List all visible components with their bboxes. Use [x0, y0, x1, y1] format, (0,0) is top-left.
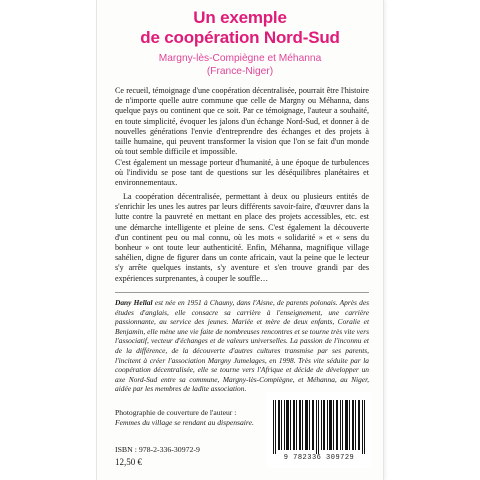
- book-title-line-2: de coopération Nord-Sud: [140, 28, 340, 47]
- barcode: [267, 392, 371, 468]
- author-name: Dany Hellal: [115, 298, 153, 307]
- cover-photo-credit: [115, 408, 255, 428]
- book-subtitle-line-1: Margny-lès-Compiègne et Méhanna: [158, 53, 322, 64]
- book-subtitle-line-2: (France-Niger): [206, 66, 274, 77]
- barcode-digits: 9 782336 309729: [283, 454, 355, 462]
- summary-paragraph-2: C'est également un message porteur d'humanité, à une époque de turbulences où l'individu se pose tant de questions sur les déséquilibres planétaires et environnementaux.: [115, 158, 369, 188]
- divider: [115, 292, 369, 293]
- isbn-number: ISBN : 978-2-336-30972-9: [115, 445, 200, 454]
- cover-photo-credit-label: Photographie de couverture de l'auteur :: [115, 408, 237, 417]
- summary-paragraph-1: Ce recueil, témoignage d'une coopération décentralisée, pourrait être l'histoire de n'importe quelle autre commune que celle de Margny ou Méhanna, dans quelque pays ou continent que ce soit. Par ce témoignage, l'auteur a souhaité, en toute simplicité, évoquer les jalons d'un échange Nord-Sud, et donner à de nouvelles générations l'envie d'entreprendre des échanges et des projets à taille humaine, qui peuvent transformer la vision que l'on se fait d'un monde où tout semble difficile et impossible.: [115, 86, 369, 157]
- cover-photo-caption: Femmes du village se rendant au dispensaire.: [115, 418, 254, 427]
- book-title-line-1: Un exemple: [193, 8, 287, 27]
- back-cover: [97, 0, 383, 480]
- barcode-bars-icon: [271, 400, 367, 454]
- summary-paragraph-3: La coopération décentralisée, permettant à deux ou plusieurs entités de s'enrichir les unes les autres par leurs différents savoir-faire, d'œuvrer dans la lutte contre la pauvreté en mettant en place des projets accessibles, etc. est une démarche intelligente et pleine de sens. C'est également la découverte d'un continent peu ou mal connu, où les mots « solidarité » et « sens du bonheur » ont toute leur authenticité. Enfin, Méhanna, magnifique village sahélien, digne de figurer dans un conte africain, vaut la peine que le lecteur s'y arrête quelques instants, s'y aventure et s'en trouve grandi par des expériences surprenantes, à couper le souffle…: [115, 192, 369, 283]
- price: 12,50 €: [115, 457, 142, 467]
- author-bio-text: est née en 1951 à Chauny, dans l'Aisne, de parents polonais. Après des études d'anglais, elle consacre sa carrière à l'enseignement, une carrière passionnante, au service des jeunes. Mariée et mère de deux enfants, Coralie et Benjamin, elle mène une vie faite de nombreuses rencontres et se tourne très vite vers l'associatif, vecteur d'échanges et de valeurs universelles. La passion de l'inconnu et de la différence, de la découverte d'autres cultures transmise par ses parents, l'incitent à créer l'association Margny Jumelages, en 1998. Très vite séduite par la coopération décentralisée, elle se tourne vers l'Afrique et décide de développer un axe Nord-Sud entre sa commune, Margny-lès-Compiègne, et Méhanna, au Niger, aidée par les membres de ladite association.: [115, 298, 369, 394]
- author-bio: [115, 298, 369, 394]
